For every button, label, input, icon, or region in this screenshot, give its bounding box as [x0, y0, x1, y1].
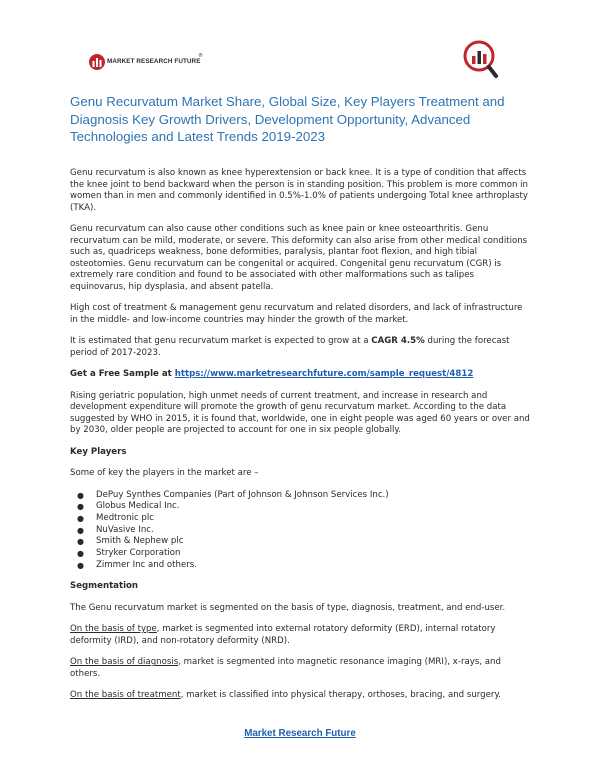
paragraph-restraints: High cost of treatment & management genu recurvatum and related disorders, and lack of infrastructure in the middle- and low-income countries may hinder the growth of the market. — [70, 303, 523, 325]
player-name: Globus Medical Inc. — [96, 501, 180, 512]
list-item — [77, 524, 532, 537]
segment-diagnosis — [70, 657, 532, 680]
segment-type-text: , market is segmented into external rotatory deformity (ERD), internal rotatory deformity (IRD), and non-rotatory deformity (NRD). — [70, 624, 496, 646]
analytics-magnifier-icon — [463, 40, 499, 80]
list-item — [77, 559, 532, 572]
segment-treatment-label: On the basis of treatment — [70, 690, 181, 701]
segmentation-intro: The Genu recurvatum market is segmented on the basis of type, diagnosis, treatment, and end-user. — [70, 602, 506, 613]
segment-treatment — [70, 690, 532, 702]
list-item — [77, 501, 532, 513]
list-item — [77, 489, 532, 502]
paragraph-cagr — [70, 336, 532, 359]
company-logo — [88, 52, 208, 74]
player-name: Medtronic plc — [96, 512, 154, 523]
cagr-text-before: It is estimated that genu recurvatum market is expected to grow at a — [70, 336, 372, 346]
player-name: DePuy Synthes Companies (Part of Johnson & Johnson Services Inc.) — [96, 489, 389, 500]
list-item — [77, 536, 532, 548]
free-sample-link[interactable]: https://www.marketresearchfuture.com/sample_request/4812 — [174, 369, 474, 379]
paragraph-definition: Genu recurvatum is also known as knee hyperextension or back knee. It is a type of condition that affects the knee joint to bend backward when the person is in standing position. This problem is more common in women than in men and commonly identified in 0.5%-1.0% of patients undergoing Total knee arthroplasty (TKA). — [70, 168, 528, 213]
bullet-icon: ● — [77, 548, 84, 558]
player-name: Smith & Nephew plc — [96, 536, 184, 547]
player-name: NuVasive Inc. — [96, 524, 154, 535]
analytics-logo — [463, 40, 499, 80]
segment-type-label: On the basis of type — [70, 624, 157, 635]
free-sample-label: Get a Free Sample at — [70, 369, 175, 379]
cagr-text-after: during the forecast period of 2017-2023. — [70, 336, 510, 358]
paragraph-conditions: Genu recurvatum can also cause other conditions such as knee pain or knee osteoarthritis. Genu recurvatum can be mild, moderate, or severe. This deformity can also arise from other medical conditions such as, quadriceps weakness, bone deformities, paralysis, plantar foot flexion, and high tibial osteotomies. Genu recurvatum can be congenital or acquired. Congenital genu recurvatum (CGR) is extremely rare condition and found to be associated with other malformations such as talipes equinovarus, hip dysplasia, and absent patella. — [70, 224, 528, 292]
bullet-icon: ● — [77, 513, 84, 523]
key-players-intro: Some of key the players in the market are – — [70, 468, 259, 478]
bullet-icon: ● — [77, 525, 84, 535]
segmentation-heading: Segmentation — [70, 581, 139, 592]
bullet-icon: ● — [77, 537, 84, 547]
free-sample-line — [70, 369, 532, 381]
page-title: Genu Recurvatum Market Share, Global Size, Key Players Treatment and Diagnosis Key Growth Drivers, Development Opportunity, Advanced Technologies and Latest Trends 2019-2023 — [70, 94, 505, 144]
key-players-heading: Key Players — [70, 446, 127, 457]
key-players-list — [70, 490, 532, 572]
bullet-icon: ● — [77, 502, 84, 512]
segment-diagnosis-text: , market is segmented into magnetic resonance imaging (MRI), x-rays, and others. — [70, 657, 501, 679]
mrf-logo-icon — [88, 52, 106, 72]
segment-type — [70, 624, 532, 647]
player-name: Zimmer Inc and others. — [96, 559, 198, 570]
segment-treatment-text: , market is classified into physical therapy, orthoses, bracing, and surgery. — [180, 690, 502, 701]
article-body — [70, 168, 532, 712]
bullet-icon: ● — [77, 490, 84, 500]
registered-mark: ® — [198, 53, 203, 59]
footer-link[interactable]: Market Research Future — [244, 728, 356, 739]
logo-text: MARKET RESEARCH FUTURE — [107, 58, 201, 65]
list-item — [77, 547, 532, 560]
segment-diagnosis-label: On the basis of diagnosis — [70, 657, 179, 668]
list-item — [77, 512, 532, 525]
paragraph-drivers: Rising geriatric population, high unmet needs of current treatment, and increase in research and development expenditure will promote the growth of genu recurvatum market. According to the data suggested by WHO in 2015, it is found that, worldwide, one in eight people was aged 60 years or over and by 2030, older people are projected to account for one in six people globally. — [70, 390, 530, 435]
cagr-value: CAGR 4.5% — [371, 336, 425, 346]
bullet-icon: ● — [77, 560, 84, 570]
player-name: Stryker Corporation — [96, 547, 181, 558]
